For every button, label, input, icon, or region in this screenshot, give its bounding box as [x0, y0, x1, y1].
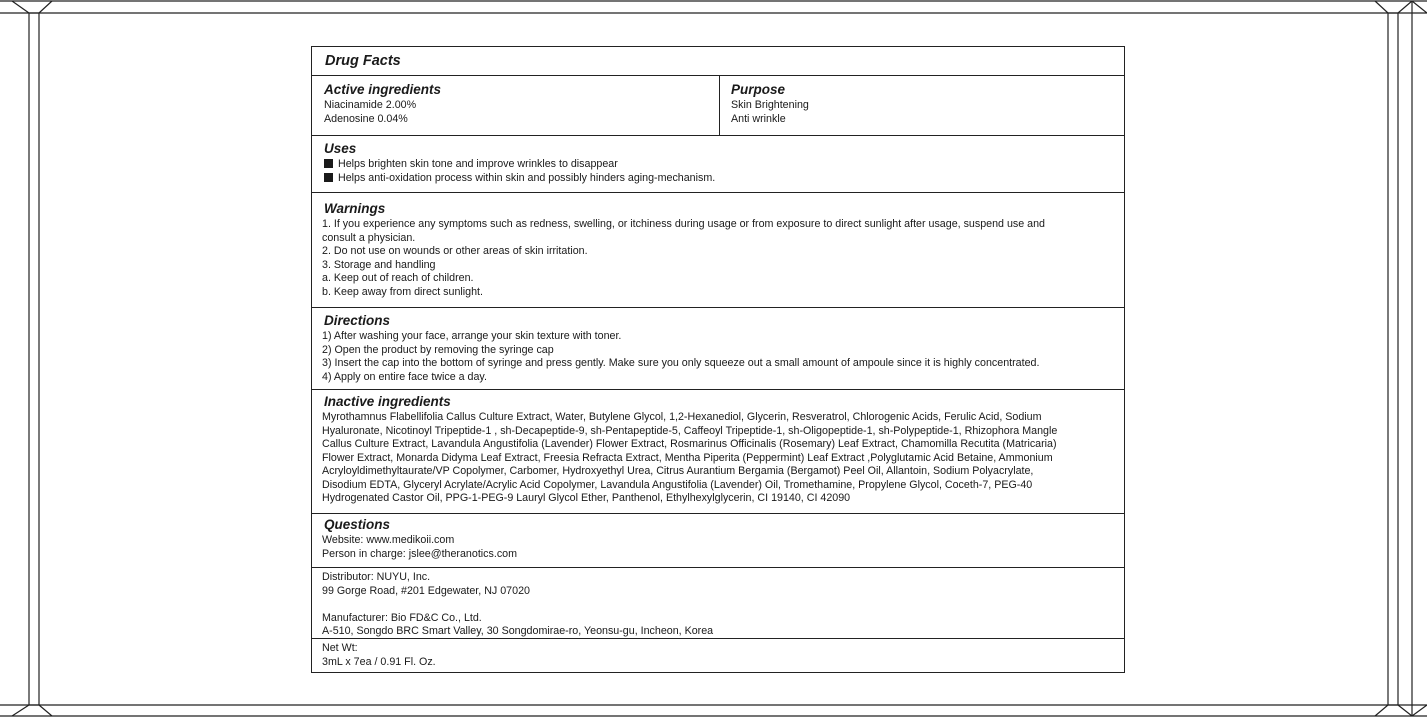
directions-line: 1) After washing your face, arrange your skin texture with toner.	[322, 330, 622, 342]
active-ingredient-line: Niacinamide 2.00%	[324, 99, 417, 111]
warnings-line: 2. Do not use on wounds or other areas of skin irritation.	[322, 245, 588, 257]
uses-item: Helps anti-oxidation process within skin and possibly hinders aging-mechanism.	[324, 172, 1114, 186]
inactive-ingredients-heading: Inactive ingredients	[324, 394, 451, 409]
website-line: Website: www.medikoii.com	[322, 534, 455, 546]
purpose-column	[720, 76, 1124, 135]
active-purpose-section	[312, 76, 1124, 136]
warnings-heading: Warnings	[324, 201, 386, 216]
warnings-line: 3. Storage and handling	[322, 258, 436, 271]
directions-line: 2) Open the product by removing the syringe cap	[322, 343, 554, 356]
inactive-ingredients-line: Acryloyldimethyltaurate/VP Copolymer, Carbomer, Hydroxyethyl Urea, Citrus Aurantium Bergamia (Bergamot) Peel Oil, Allantoin, Sodium Polyacrylate,	[322, 465, 1034, 477]
manufacturer-address: A-510, Songdo BRC Smart Valley, 30 Songdomirae-ro, Yeonsu-gu, Incheon, Korea	[322, 625, 714, 637]
directions-line: 3) Insert the cap into the bottom of syringe and press gently. Make sure you only squeeze out a small amount of ampoule since it is highly concentrated.	[322, 357, 1040, 369]
drug-facts-panel	[311, 46, 1125, 673]
purpose-line: Anti wrinkle	[731, 112, 786, 125]
drug-facts-title: Drug Facts	[325, 53, 401, 69]
active-ingredients-column	[312, 76, 720, 135]
drug-facts-header	[312, 47, 1124, 76]
inactive-ingredients-line: Callus Culture Extract, Lavandula Angustifolia (Lavender) Flower Extract, Rosmarinus Officinalis (Rosemary) Leaf Extract, Chamomilla Recutita (Matricaria)	[322, 438, 1057, 450]
net-weight-section	[312, 639, 1124, 674]
distributor-name: Distributor: NUYU, Inc.	[322, 571, 431, 583]
inactive-ingredients-line: Flower Extract, Monarda Didyma Leaf Extract, Freesia Refracta Extract, Mentha Piperita (Peppermint) Leaf Extract ,Polyglutamic Acid Betaine, Ammonium	[322, 451, 1053, 464]
warnings-line: consult a physician.	[322, 231, 416, 244]
uses-heading: Uses	[324, 141, 357, 156]
net-weight-value: 3mL x 7ea / 0.91 Fl. Oz.	[322, 655, 436, 668]
active-ingredient-line: Adenosine 0.04%	[324, 112, 408, 125]
purpose-heading: Purpose	[731, 82, 786, 97]
uses-item: Helps brighten skin tone and improve wrinkles to disappear	[324, 158, 1114, 172]
warnings-section	[312, 193, 1124, 308]
questions-section	[312, 514, 1124, 568]
net-weight-label: Net Wt:	[322, 642, 358, 654]
company-section	[312, 568, 1124, 639]
directions-heading: Directions	[324, 313, 391, 328]
warnings-line: b. Keep away from direct sunlight.	[322, 285, 483, 298]
uses-section	[312, 136, 1124, 193]
warnings-line: 1. If you experience any symptoms such as redness, swelling, or itchiness during usage or from exposure to direct sunlight after usage, suspend use and	[322, 218, 1045, 230]
active-ingredients-heading: Active ingredients	[324, 82, 442, 97]
inactive-ingredients-line: Hyaluronate, Nicotinoyl Tripeptide-1 , sh-Decapeptide-9, sh-Pentapeptide-5, Caffeoyl Tripeptide-1, sh-Oligopeptide-1, sh-Polypeptide-1, Rhizophora Mangle	[322, 424, 1058, 437]
inactive-ingredients-line: Myrothamnus Flabellifolia Callus Culture Extract, Water, Butylene Glycol, 1,2-Hexanediol, Glycerin, Resveratrol, Chlorogenic Acids, Ferulic Acid, Sodium	[322, 411, 1042, 423]
directions-section	[312, 308, 1124, 390]
directions-line: 4) Apply on entire face twice a day.	[322, 370, 487, 383]
inactive-ingredients-section	[312, 390, 1124, 514]
warnings-line: a. Keep out of reach of children.	[322, 272, 474, 284]
contact-email-line: Person in charge: jslee@theranotics.com	[322, 547, 518, 560]
distributor-address: 99 Gorge Road, #201 Edgewater, NJ 07020	[322, 584, 530, 597]
inactive-ingredients-line: Hydrogenated Castor Oil, PPG-1-PEG-9 Lauryl Glycol Ether, Panthenol, Ethylhexylglycerin, CI 19140, CI 42090	[322, 492, 851, 504]
inactive-ingredients-line: Disodium EDTA, Glyceryl Acrylate/Acrylic Acid Copolymer, Lavandula Angustifolia (Lavender) Oil, Tromethamine, Propylene Glycol, Coceth-7, PEG-40	[322, 478, 1033, 491]
manufacturer-name: Manufacturer: Bio FD&C Co., Ltd.	[322, 611, 482, 624]
questions-heading: Questions	[324, 517, 391, 532]
purpose-line: Skin Brightening	[731, 99, 809, 111]
spacer	[322, 598, 1114, 612]
